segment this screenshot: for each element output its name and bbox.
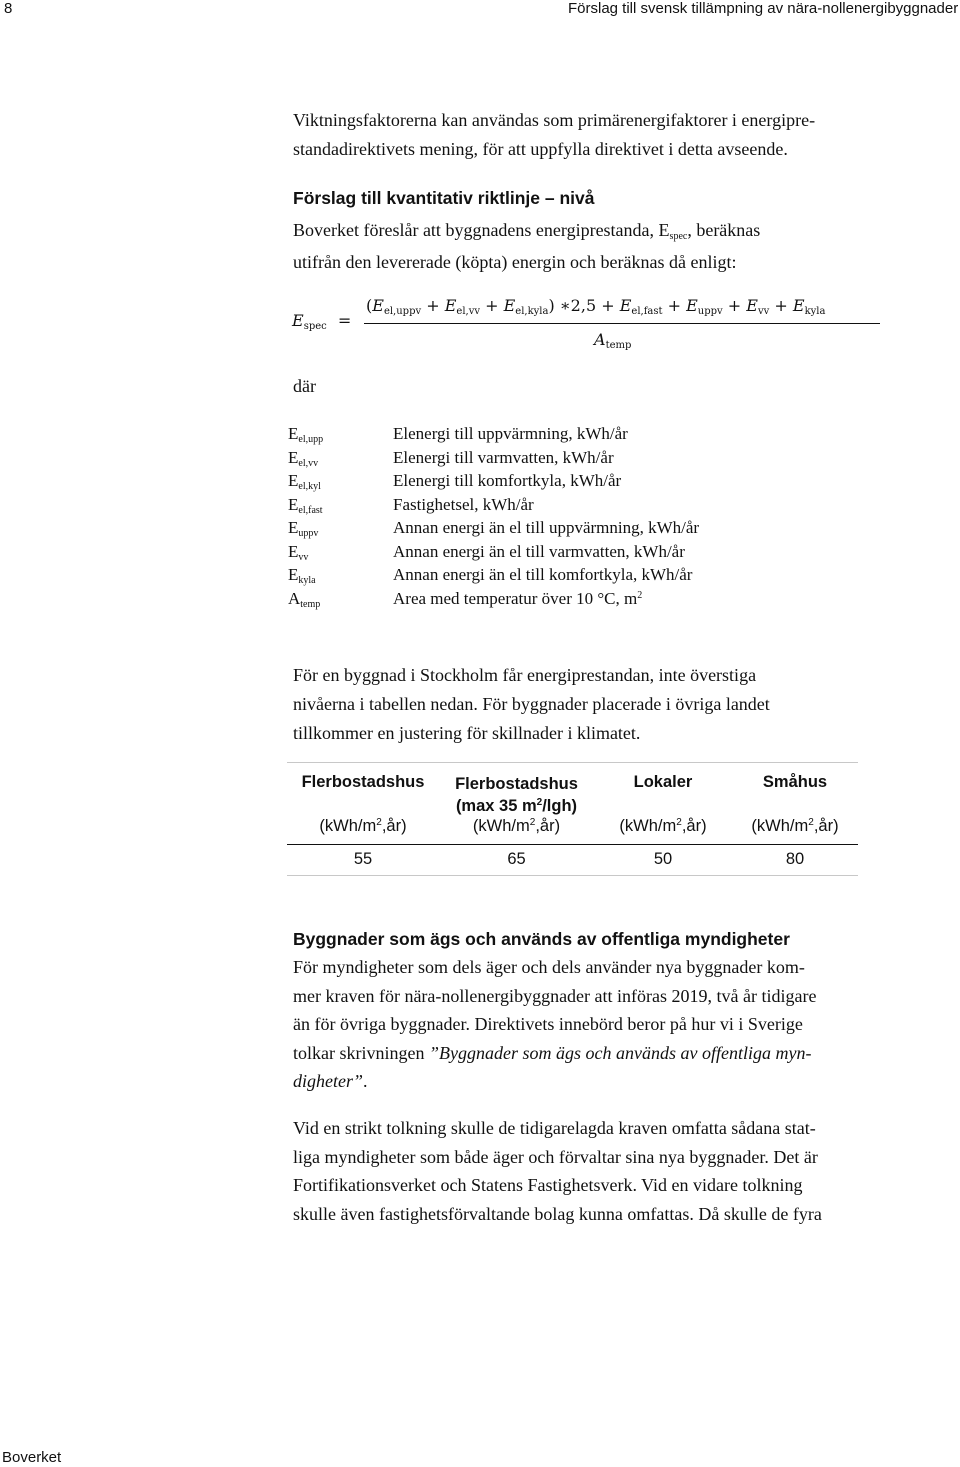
- fraction-bar: [364, 323, 880, 324]
- definition-symbol: $E_{el,kyl}$: [288, 471, 321, 492]
- table-value: 65: [507, 850, 526, 868]
- section1-line: utifrån den levererade (köpta) energin och beräknas då enligt:: [293, 252, 737, 272]
- definition-description: Elenergi till komfortkyla, kWh/år: [393, 471, 622, 490]
- definition-symbol: $A_{temp}$: [288, 588, 321, 610]
- table-header: Småhus: [762, 773, 828, 791]
- definition-description: Area med temperatur över 10 °C, $m^2$: [393, 588, 643, 608]
- table-value: 50: [653, 850, 673, 868]
- footer-publisher: Boverket: [2, 1449, 62, 1466]
- definition-symbol: $E_{vv}$: [288, 541, 309, 563]
- intro-line: standadirektivets mening, för att uppfylla direktivet i detta avseende.: [293, 139, 788, 159]
- definition-row: [288, 448, 908, 472]
- table-unit: $(kWh/m^2,år)$: [619, 817, 707, 835]
- definition-description: Annan energi än el till uppvärmning, kWh/år: [393, 518, 700, 537]
- section1-line: Boverket föreslår att byggnadens energiprestanda, $E_{spec}$, beräknas: [293, 220, 761, 242]
- definition-row: [288, 542, 908, 566]
- table-value: 80: [785, 850, 805, 868]
- table-unit: $(kWh/m^2,år)$: [751, 817, 839, 835]
- definition-description: Annan energi än el till komfortkyla, kWh/år: [393, 565, 693, 584]
- dar-label: där: [293, 376, 316, 396]
- definition-description: Elenergi till varmvatten, kWh/år: [393, 447, 614, 467]
- definition-row: [288, 424, 908, 448]
- formula-lhs: $E_{spec}$ =: [292, 311, 352, 332]
- table-divider: [287, 844, 858, 845]
- table-unit: $(kWh/m^2,år)$: [472, 817, 561, 835]
- definition-description: Fastighetsel, kWh/år: [393, 494, 534, 514]
- definition-row: [288, 471, 908, 495]
- section-heading-myndigheter: Byggnader som ägs och används av offentliga myndigheter: [293, 929, 790, 949]
- definition-description: Elenergi till uppvärmning, kWh/år: [393, 424, 628, 443]
- definition-symbol: $E_{el,upp}$: [288, 424, 324, 445]
- formula-numerator: $(E_{el,uppv} + E_{el,vv} + E_{el,kyla})$ ∗2,5 + $E_{el,fast} + E_{uppv} + E_{vv} + E_{kyla}$: [366, 296, 826, 317]
- section2-paragraph-2: Vid en strikt tolkning skulle de tidigarelagda kraven omfatta sådana stat- liga myndigheter som både äger och förvaltar sina nya byggnader. Det är Fortifikationsverket och Statens Fastighetsverk. Vid en vidare tolkning skulle även fastighetsförvaltande bolag kunna omfattas. Då skulle de fyra: [293, 1118, 822, 1224]
- intro-line: Viktningsfaktorerna kan användas som primärenergifaktorer i energipre-: [293, 110, 816, 130]
- definition-row: [288, 518, 908, 542]
- stockholm-paragraph: För en byggnad i Stockholm får energiprestandan, inte överstiga nivåerna i tabellen nedan. För byggnader placerade i övriga landet tillkommer en justering för skillnader i klimatet.: [293, 665, 770, 743]
- definition-symbol: $E_{kyla}$: [288, 565, 316, 586]
- page-number: 8: [4, 0, 13, 17]
- formula-denominator: $A_{temp}$: [594, 330, 632, 351]
- definition-symbol: $E_{uppv}$: [288, 518, 319, 539]
- definition-row: [288, 589, 908, 613]
- definition-symbol: $E_{el,vv}$: [288, 447, 319, 469]
- section1-paragraph: [293, 216, 913, 277]
- definition-description: Annan energi än el till varmvatten, kWh/år: [393, 541, 685, 561]
- definition-row: [288, 495, 908, 519]
- energy-level-table: [287, 762, 858, 876]
- table-unit: $(kWh/m^2,år)$: [319, 817, 407, 835]
- table-header: Lokaler: [633, 773, 693, 791]
- definition-symbol: $E_{el,fast}$: [288, 494, 323, 516]
- section-heading-kvantitativ: Förslag till kvantitativ riktlinje – nivå: [293, 188, 595, 208]
- running-title: Förslag till svensk tillämpning av nära-nollenergibyggnader: [568, 0, 959, 17]
- table-value: 55: [353, 850, 373, 868]
- definitions-list: [288, 424, 908, 612]
- section2-paragraph-1: För myndigheter som dels äger och dels använder nya byggnader kom- mer kraven för nära-nollenergibyggnader att införas 2019, två år tidigare än för övriga byggnader. Direktivets innebörd beror på hur vi i Sverige tolkar skrivningen ”Byggnader som ägs och används av offentliga myn- digheter”.: [293, 957, 817, 1091]
- definition-row: [288, 565, 908, 589]
- intro-paragraph: [293, 106, 913, 164]
- table-header: Flerbostadshus: [301, 773, 425, 791]
- table-header: Flerbostadshus (max 35 $m^2/\lg h$): [455, 775, 578, 815]
